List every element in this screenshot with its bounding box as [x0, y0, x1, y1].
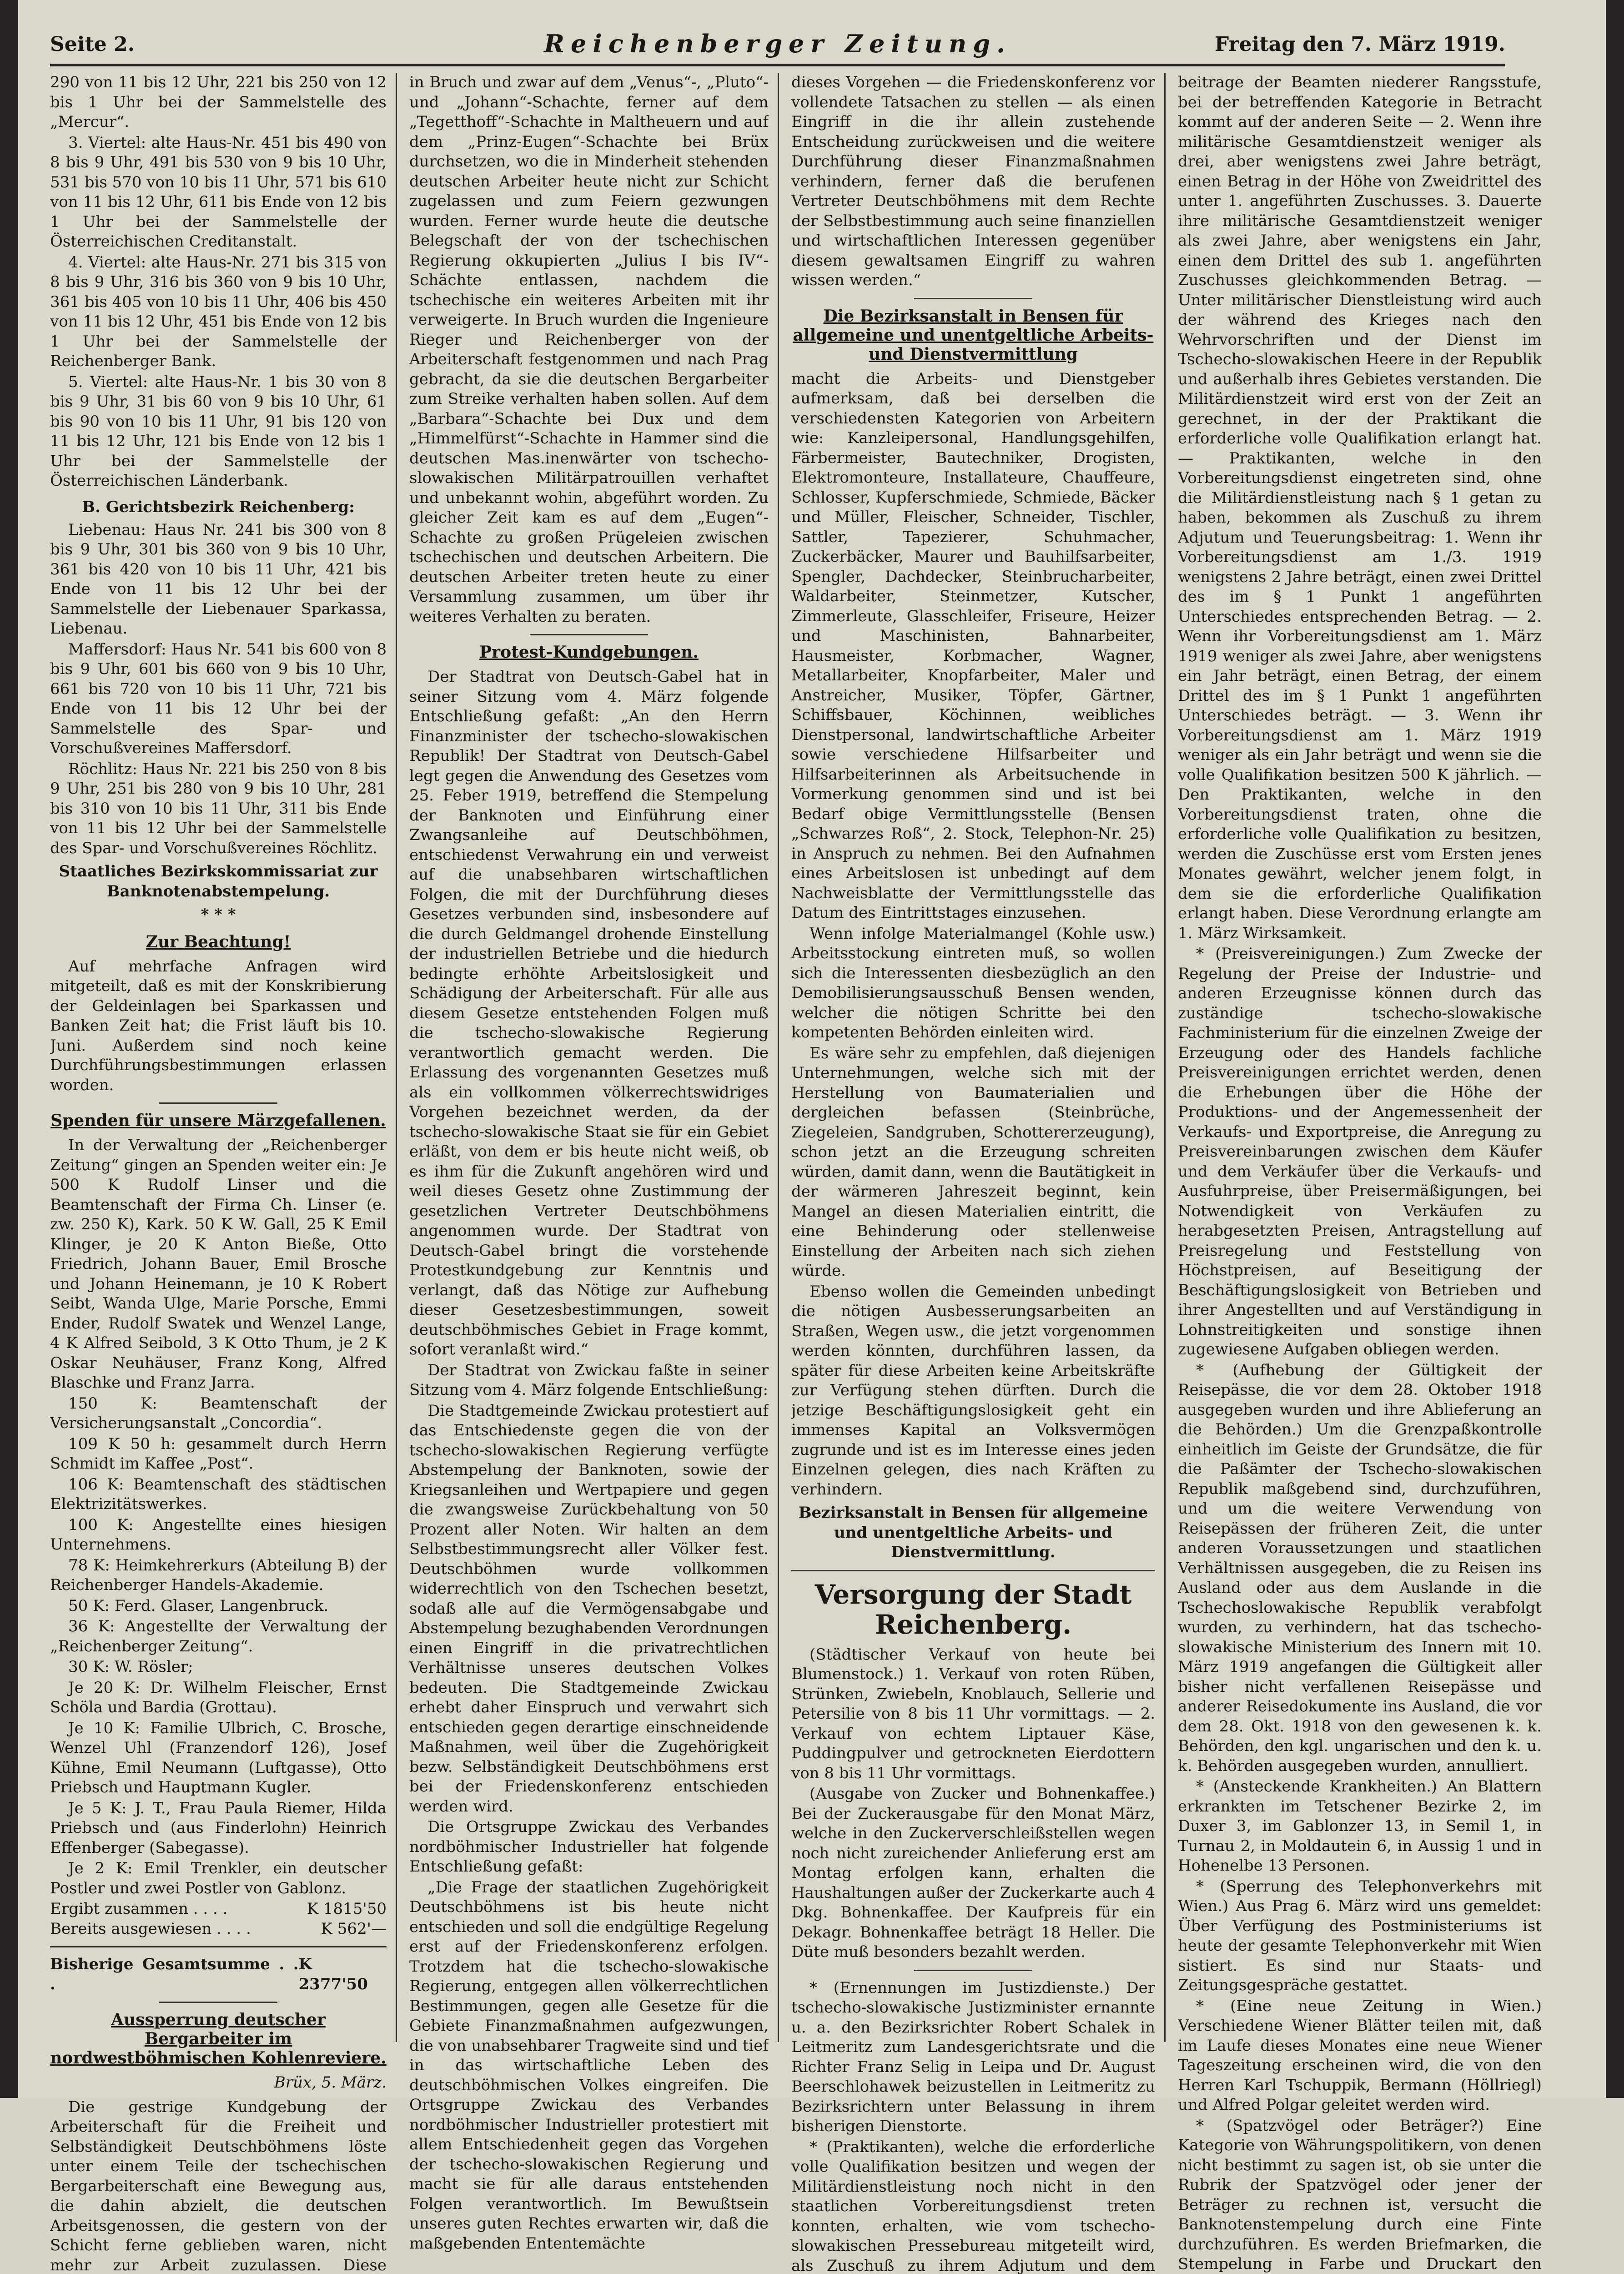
- article-heading: Die Bezirksanstalt in Bensen für allgemeine und unentgeltliche Arbeits- und Dienstvermittlung: [791, 307, 1155, 364]
- article-heading: Zur Beachtung!: [50, 932, 387, 951]
- paragraph: Der Stadtrat von Zwickau faßte in seiner Sitzung vom 4. März folgende Entschließung:: [409, 1361, 769, 1400]
- scan-edge-left: [0, 0, 18, 2098]
- paragraph: „Die Frage der staatlichen Zugehörigkeit Deutschböhmens ist bis heute nicht entschieden und soll die endgültige Regelung erst auf der Friedenskonferenz erfolgen. Trotzdem hat die tschecho-slowakische Regierung, entgegen allen völkerrechtlichen Bestimmungen, gegen alle Gesetze für die Gebiete Finanzmaßnahmen aufgezwungen, die von unabsehbarer Tragweite sind und tief in das wirtschaftliche Leben des deutschböhmischen Volkes eingreifen. Die Ortsgruppe Zwickau des Verbandes nordböhmischer Industrieller protestiert mit allem Entschiedenheit gegen das Vorgehen der tschecho-slowakischen Regierung und macht sie für alle daraus entstehenden Folgen verantwortlich. Im Bewußtsein unseres guten Rechtes erwarten wir, daß die maßgebenden Ententemächte: [409, 1878, 769, 2254]
- paragraph: * (Ansteckende Krankheiten.) An Blattern erkrankten im Tetschener Bezirke 2, im Duxer 3, im Gablonzer 13, in Semil 1, in Turnau 2, in Moldautein 6, in Aussig 1 und in Hohenelbe 13 Personen.: [1178, 1777, 1542, 1876]
- paragraph: * (Ernennungen im Justizdienste.) Der tschecho-slowakische Justizminister ernannte u. a. den Bezirksrichter Robert Schalek in Leitmeritz zum Landesgerichtsrate und die Richter Franz Selig in Leipa und Dr. August Beerschlohawek beizustellen in Leitmeritz zu Bezirksrichtern unter Belassung in ihrem bisherigen Dienstorte.: [791, 1978, 1155, 2137]
- column-rule: [1164, 73, 1166, 2042]
- paragraph: Auf mehrfache Anfragen wird mitgeteilt, daß es mit der Konskribierung der Geldeinlagen bei Sparkassen und Banken Zeit hat; die Frist läuft bis 10. Juni. Außerdem sind noch keine Durchführungsbestimmungen erlassen worden.: [50, 957, 387, 1096]
- paragraph: 5. Viertel: alte Haus-Nr. 1 bis 30 von 8 bis 9 Uhr, 31 bis 60 von 9 bis 10 Uhr, 61 bis 90 von 10 bis 11 Uhr, 91 bis 120 von 11 bis 12 Uhr, 121 bis Ende von 12 bis 1 Uhr bei der Sammelstelle der Österreichischen Länderbank.: [50, 372, 387, 491]
- divider: [914, 298, 1032, 299]
- article-heading: Spenden für unsere Märzgefallenen.: [50, 1111, 387, 1130]
- paragraph: Je 5 K: J. T., Frau Paula Riemer, Hilda Priebsch und (aus Finderlohn) Heinrich Effenberger (Sabegasse).: [50, 1799, 387, 1858]
- paragraph: 3. Viertel: alte Haus-Nr. 451 bis 490 von 8 bis 9 Uhr, 491 bis 530 von 9 bis 10 Uhr, 531 bis 570 von 10 bis 11 Uhr, 571 bis 610 von 11 bis 12 Uhr, 611 bis Ende von 12 bis 1 Uhr bei der Sammelstelle der Österreichischen Creditanstalt.: [50, 133, 387, 252]
- paragraph: Die Ortsgruppe Zwickau des Verbandes nordböhmischer Industrieller hat folgende Entschließung gefaßt:: [409, 1817, 769, 1877]
- paragraph: 150 K: Beamtenschaft der Versicherungsanstalt „Concordia“.: [50, 1394, 387, 1434]
- signature: Bezirksanstalt in Bensen für allgemeine und unentgeltliche Arbeits- und Dienstvermittlung.: [791, 1503, 1155, 1563]
- paragraph: 100 K: Angestellte eines hiesigen Unternehmens.: [50, 1515, 387, 1555]
- article-heading-large: Versorgung der Stadt Reichenberg.: [791, 1580, 1155, 1640]
- scan-edge-right: [1606, 0, 1624, 2098]
- masthead-title: Reichenberger Zeitung.: [505, 29, 1051, 58]
- paragraph: Es wäre sehr zu empfehlen, daß diejenigen Unternehmungen, welche sich mit der Herstellung von Baumaterialien und dergleichen befassen (Steinbrüche, Ziegeleien, Sandgruben, Schottererzeugung), schon jetzt an die Erzeugung schreiten würden, damit dann, wenn die Bautätigkeit in der wärmeren Jahreszeit beginnt, kein Mangel an diesen Materialien eintritt, die eine Behinderung oder stellenweise Einstellung der Arbeiten nach sich ziehen würde.: [791, 1044, 1155, 1281]
- sum-label: Ergibt zusammen . . . .: [50, 1899, 227, 1919]
- paragraph: Der Stadtrat von Deutsch-Gabel hat in seiner Sitzung vom 4. März folgende Entschließung gefaßt: „An den Herrn Finanzminister der tschecho-slowakischen Republik! Der Stadtrat von Deutsch-Gabel legt gegen die Anwendung des Gesetzes vom 25. Feber 1919, betreffend die Stempelung der Banknoten und Einführung einer Zwangsanleihe auf Deutschböhmen, entschiedenst Verwahrung ein und verweist auf die unabsehbaren wirtschaftlichen Folgen, die mit der Durchführung dieses Gesetzes verbunden sind, insbesondere auf die durch Geldmangel drohende Einstellung der industriellen Betriebe und die hiedurch bedingte erhöhte Arbeitslosigkeit und Schädigung der Arbeiterschaft. Für alle aus diesem Gesetze entstehenden Folgen muß die tschecho-slowakische Regierung verantwortlich gemacht werden. Die Erlassung des vorgenannten Gesetzes muß als ein vollkommen völkerrechtswidriges Vorgehen bezeichnet werden, da der tschecho-slowakische Staat sie für ein Gebiet erläßt, von dem er bis heute nicht weiß, ob es ihm für die Zukunft angehören wird und weil dieses Gesetz ohne Zustimmung der gesetzlichen Vertreter Deutschböhmens angenommen wurde. Der Stadtrat von Deutsch-Gabel bringt die vorstehende Protestkundgebung zur Kenntnis und verlangt, daß das Nötige zur Aufhebung dieser Gesetzesbestimmungen, soweit deutschböhmisches Gebiet in Frage kommt, sofort veranlaßt wird.“: [409, 667, 769, 1360]
- divider: [50, 1946, 387, 1947]
- issue-date: Freitag den 7. März 1919.: [1215, 33, 1505, 56]
- paragraph: dieses Vorgehen — die Friedenskonferenz vor vollendete Tatsachen zu stellen — als einen Eingriff in die ihr allein zustehende Entscheidung zurückweisen und die weitere Durchführung dieser Finanzmaßnahmen verhindern, ferner daß die berufenen Vertreter Deutschböhmens mit dem Rechte der Selbstbestimmung auch seine finanziellen und wirtschaftlichen Interessen gegenüber diesem gewaltsamen Eingriff zu wahren wissen werden.“: [791, 73, 1155, 291]
- sum-value: K 562'—: [321, 1919, 387, 1939]
- paragraph: 290 von 11 bis 12 Uhr, 221 bis 250 von 12 bis 1 Uhr bei der Sammelstelle des „Mercur“.: [50, 73, 387, 132]
- paragraph: * (Aufhebung der Gültigkeit der Reisepässe, die vor dem 28. Oktober 1918 ausgegeben wurden und ihre Ablieferung an die Behörden.) Um die Grenzpaßkontrolle einheitlich im Geiste der Grundsätze, die für die Paßämter der Tschecho-slowakischen Republik maßgebend sind, durchzuführen, und um die weitere Verwendung von Reisepässen der früheren Zeit, die unter anderen Voraussetzungen und staatlichen Verhältnissen ausgegeben, die zu Reisen ins Ausland oder aus dem Auslande in die Tschechoslowakische Republik verabfolgt wurden, zu verhindern, hat das tschecho-slowakische Ministerium des Innern mit 10. März 1919 angefangen die Gültigkeit aller bisher nicht verfallenen Reisepässe und anderer Reisedokumente ins Ausland, die vor dem 28. Okt. 1918 von den gewesenen k. k. Behörden, den kgl. ungarischen und den k. u. k. Behörden ausgegeben wurden, annulliert.: [1178, 1361, 1542, 1776]
- paragraph: Ebenso wollen die Gemeinden unbedingt die nötigen Ausbesserungsarbeiten an Straßen, Wegen usw., die jetzt vorgenommen werden könnten, durchführen lassen, da später für diese Arbeiten keine Arbeitskräfte zur Verfügung stehen dürften. Durch die jetzige Beschäftigungslosigkeit geht ein immenses Kapital an Volksvermögen zugrunde und ist es im Interesse eines jeden Einzelnen gelegen, dies nach Kräften zu verhindern.: [791, 1282, 1155, 1500]
- column-1: [50, 73, 387, 2274]
- divider: [159, 1102, 277, 1104]
- paragraph: * (Praktikanten), welche die erforderliche volle Qualifikation besitzen und wegen der Militärdienstleistung noch nicht in den staatlichen Vorbereitungsdienst treten konnten, erhalten, wie vom tschecho-slowakischen Pressebureau mitgeteilt wird, als Zuschuß zu ihrem Adjutum und dem: [791, 2138, 1155, 2274]
- paragraph: in Bruch und zwar auf dem „Venus“-, „Pluto“- und „Johann“-Schachte, ferner auf dem „Tegetthoff“-Schachte in Maltheuern und auf dem „Prinz-Eugen“-Schachte bei Brüx durchsetzen, wo die in Minderheit stehenden deutschen Arbeiter heute nicht zur Schicht zugelassen und zum Feiern gezwungen wurden. Ferner wurde heute die deutsche Belegschaft der von der tschechischen Regierung okkupierten „Julius I bis IV“-Schächte entlassen, nachdem die tschechische ein weiteres Arbeiten mit ihr verweigerte. In Bruch wurden die Ingenieure Rieger und Reichenberger von der Arbeiterschaft festgenommen und nach Prag gebracht, da sie die deutschen Bergarbeiter zum Streike verhalten haben sollen. Auf dem „Barbara“-Schachte bei Dux und dem „Himmelfürst“-Schachte in Hammer sind die deutschen Mas.inenwärter von tschecho-slowakischen Militärpatrouillen verhaftet und unbekannt wohin, abgeführt worden. Zu gleicher Zeit kam es auf dem „Eugen“-Schachte zu großen Prügeleien zwischen tschechischen und deutschen Arbeitern. Die deutschen Arbeiter treten heute zu einer Versammlung zusammen, um über ihr weiteres Verhalten zu beraten.: [409, 73, 769, 627]
- paragraph: (Städtischer Verkauf von heute bei Blumenstock.) 1. Verkauf von roten Rüben, Strünken, Zwiebeln, Knoblauch, Sellerie und Petersilie von 8 bis 11 Uhr vormittags. — 2. Verkauf von echtem Liptauer Käse, Puddingpulver und getrockneten Eierdottern von 8 bis 11 Uhr vormittags.: [791, 1645, 1155, 1784]
- paragraph: macht die Arbeits- und Dienstgeber aufmerksam, daß bei derselben die verschiedensten Kategorien von Arbeitern wie: Kanzleipersonal, Handlungsgehilfen, Färbermeister, Bautechniker, Drogisten, Elektromonteure, Installateure, Chauffeure, Schlosser, Kupferschmiede, Schmiede, Bäcker und Müller, Fleischer, Schneider, Tischler, Sattler, Tapezierer, Schuhmacher, Zuckerbäcker, Maurer und Bauhilfsarbeiter, Spengler, Dachdecker, Steinbrucharbeiter, Waldarbeiter, Steinmetzer, Kutscher, Zimmerleute, Glasschleifer, Friseure, Heizer und Maschinisten, Bahnarbeiter, Hausmeister, Korbmacher, Wagner, Metallarbeiter, Knopfarbeiter, Maler und Anstreicher, Musiker, Töpfer, Gärtner, Schiffsbauer, Köchinnen, weibliches Dienstpersonal, landwirtschaftliche Arbeiter sowie verschiedene Hilfsarbeiter und Hilfsarbeiterinnen als Arbeitsuchende in Vormerkung genommen sind und ist bei Bedarf obige Vermittlungsstelle (Bensen „Schwarzes Roß“, 2. Stock, Telephon-Nr. 25) in Anspruch zu nehmen. Bei den Aufnahmen eines Arbeitslosen ist unbedingt auf dem Nachweisblatte der Vermittlungsstelle das Datum des Eintrittstages einzusehen.: [791, 369, 1155, 923]
- paragraph: beitrage der Beamten niederer Rangsstufe, bei der betreffenden Kategorie in Betracht kommt auf der anderen Seite — 2. Wenn ihre militärische Gesamtdienstzeit weniger als drei, aber wenigstens zwei Jahre beträgt, einen Betrag in der Höhe von Zweidrittel des unter 1. angeführten Zuschusses. 3. Dauerte ihre militärische Gesamtdienstzeit weniger als zwei Jahre, aber wenigstens ein Jahr, einen dem Drittel des sub 1. angeführten Zuschusses gleichkommenden Betrag. — Unter militärischer Dienstleistung wird auch der während des Krieges nach den Wehrvorschriften und der Dienst im Tschecho-slowakischen Heere in der Republik und außerhalb ihres Gebietes verstanden. Die Militärdienstzeit wird erst von der Zeit an gerechnet, in der der Praktikant die erforderliche volle Qualifikation erlangt hat. — Praktikanten, welche in den Vorbereitungsdienst eingetreten sind, ohne die Militärdienstleistung nach § 1 getan zu haben, bekommen als Zuschuß zu ihrem Adjutum und Teuerungsbeitrag: 1. Wenn ihr Vorbereitungsdienst am 1./3. 1919 wenigstens 2 Jahre beträgt, einen zwei Drittel des im § 1 Punkt 1 angeführten Unterschiedes entsprechenden Betrag. — 2. Wenn ihr Vorbereitungsdienst am 1. März 1919 weniger als zwei Jahre, aber wenigstens ein Jahr beträgt, einen Betrag, der einem Drittel des im § 1 Punkt 1 angeführten Unterschiedes beträgt. — 3. Wenn ihr Vorbereitungsdienst am 1. März 1919 weniger als ein Jahr beträgt und wenn sie die volle Qualifikation besitzen 500 K jährlich. — Den Praktikanten, welche in den Vorbereitungsdienst traten, ohne die erforderliche volle Qualifikation zu besitzen, werden die Zuschüsse erst vom Ersten jenes Monates gewährt, welcher jenem folgt, in dem sie die erforderliche Qualifikation erlangt haben. Diese Verordnung erlangte am 1. März Wirksamkeit.: [1178, 73, 1542, 943]
- sum-row-total: [50, 1955, 387, 1994]
- separator-stars: * * *: [50, 905, 387, 925]
- page-header: [50, 27, 1505, 66]
- paragraph: Maffersdorf: Haus Nr. 541 bis 600 von 8 bis 9 Uhr, 601 bis 660 von 9 bis 10 Uhr, 661 bis 720 von 10 bis 11 Uhr, 721 bis Ende von 11 bis 12 Uhr bei der Sammelstelle des Spar- und Vorschußvereines Maffersdorf.: [50, 640, 387, 759]
- column-2: [409, 73, 769, 2254]
- paragraph: Je 10 K: Familie Ulbrich, C. Brosche, Wenzel Uhl (Franzendorf 126), Josef Kühne, Emil Neumann (Luftgasse), Otto Priebsch und Hauptmann Kugler.: [50, 1719, 387, 1798]
- divider: [159, 2002, 277, 2003]
- paragraph: Liebenau: Haus Nr. 241 bis 300 von 8 bis 9 Uhr, 301 bis 360 von 9 bis 10 Uhr, 361 bis 420 von 10 bis 11 Uhr, 421 bis Ende von 11 bis 12 Uhr bei der Sammelstelle der Liebenauer Sparkassa, Liebenau.: [50, 520, 387, 639]
- paragraph: 109 K 50 h: gesammelt durch Herrn Schmidt im Kaffee „Post“.: [50, 1434, 387, 1474]
- signature: Staatliches Bezirkskommissariat zur Banknotenabstempelung.: [50, 862, 387, 901]
- divider: [530, 634, 648, 635]
- paragraph: * (Sperrung des Telephonverkehrs mit Wien.) Aus Prag 6. März wird uns gemeldet: Über Verfügung des Postministeriums ist heute der gesamte Telephonverkehr mit Wien sistiert. Es sind nur Staats- und Zeitungsgespräche gestattet.: [1178, 1877, 1542, 1996]
- paragraph: Röchlitz: Haus Nr. 221 bis 250 von 8 bis 9 Uhr, 251 bis 280 von 9 bis 10 Uhr, 281 bis 310 von 10 bis 11 Uhr, 311 bis Ende von 11 bis 12 Uhr bei der Sammelstelle des Spar- und Vorschußvereines Röchlitz.: [50, 760, 387, 859]
- paragraph: * (Preisvereinigungen.) Zum Zwecke der Regelung der Preise der Industrie- und anderen Erzeugnisse können durch das zuständige tschecho-slowakische Fachministerium für die einzelnen Zweige der Erzeugung oder des Handels fachliche Preisvereinigungen errichtet werden, denen die Erhebungen über die Höhe der Produktions- und der Angemessenheit der Verkaufs- und Exportpreise, die Anregung zu Preisvereinbarungen zwischen dem Käufer und dem Verkäufer über die Verkaufs- und Ausfuhrpreise, über Preisermäßigungen, bei Notwendigkeit von Verkäufen zu herabgesetzten Preisen, Antragstellung auf Preisregelung und Feststellung von Höchstpreisen, auf Beseitigung der Beschäftigungslosigkeit von Betrieben und ihrer Angestellten und auf Verständigung in Lohnstreitigkeiten und sonstige ihnen zugewiesene Aufgaben obliegen werden.: [1178, 944, 1542, 1360]
- paragraph: 78 K: Heimkehrerkurs (Abteilung B) der Reichenberger Handels-Akademie.: [50, 1556, 387, 1595]
- page-number: Seite 2.: [50, 33, 135, 56]
- paragraph: 50 K: Ferd. Glaser, Langenbruck.: [50, 1596, 387, 1616]
- divider: [791, 1570, 1155, 1571]
- sum-row: [50, 1899, 387, 1919]
- column-rule: [778, 73, 779, 2042]
- article-heading: Aussperrung deutscher Bergarbeiter im nordwestböhmischen Kohlenreviere.: [50, 2010, 387, 2068]
- sum-value: K 2377'50: [299, 1955, 387, 1994]
- paragraph: * (Eine neue Zeitung in Wien.) Verschiedene Wiener Blätter teilen mit, daß im Laufe dieses Monates eine neue Wiener Tageszeitung erscheinen wird, die von den Herren Karl Tschuppik, Bermann (Höllriegl) und Alfred Polgar geleitet werden wird.: [1178, 1997, 1542, 2115]
- paragraph: 4. Viertel: alte Haus-Nr. 271 bis 315 von 8 bis 9 Uhr, 316 bis 360 von 9 bis 10 Uhr, 361 bis 405 von 10 bis 11 Uhr, 406 bis 450 von 11 bis 12 Uhr, 451 bis Ende von 12 bis 1 Uhr bei der Sammelstelle der Reichenberger Bank.: [50, 253, 387, 372]
- paragraph: 30 K: W. Rösler;: [50, 1657, 387, 1677]
- paragraph: * (Spatzvögel oder Beträger?) Eine Kategorie von Währungspolitikern, von denen nicht bestimmt zu sagen ist, ob sie unter die Rubrik der Spatzvögel oder jener der Beträger zu rechnen ist, versucht die Banknotenstempelung durch eine Finte durchzuführen. Es werden Briefmarken, die Stempelung in Farbe und Druckart den: [1178, 2116, 1542, 2274]
- sum-value: K 1815'50: [307, 1899, 387, 1919]
- section-heading: B. Gerichtsbezirk Reichenberg:: [50, 498, 387, 517]
- sum-row: [50, 1919, 387, 1939]
- column-4: [1178, 73, 1542, 2274]
- paragraph: Die gestrige Kundgebung der Arbeiterschaft für die Freiheit und Selbständigkeit Deutschböhmens löste unter einem Teile der tschechischen Bergarbeiterschaft eine Bewegung aus, die dahin abzielt, die deutschen Arbeitsgenossen, die gestern von der Schicht ferne geblieben waren, nicht mehr zur Arbeit zuzulassen. Diese: [50, 2098, 387, 2274]
- paragraph: 106 K: Beamtenschaft des städtischen Elektrizitätswerkes.: [50, 1475, 387, 1514]
- paragraph: Die Stadtgemeinde Zwickau protestiert auf das Entschiedenste gegen die von der tschecho-slowakischen Regierung verfügte Abstempelung der Banknoten, sowie der Kriegsanleihen und Wertpapiere und gegen die zwangsweise Zurückbehaltung von 50 Prozent aller Noten. Wir halten an dem Selbstbestimmungsrecht aller Völker fest. Deutschböhmen wurde vollkommen widerrechtlich von den Tschechen besetzt, sodaß alle auf die Vermögensabgabe und Abstempelung bezughabenden Verordnungen einen Eingriff in die privatrechtlichen Verhältnisse unseres deutschen Volkes bedeuten. Die Stadtgemeinde Zwickau erhebt daher Einspruch und verwahrt sich entschieden gegen derartige einschneidende Maßnahmen, weil über die Zugehörigkeit bezw. Selbständigkeit Deutschböhmens erst bei der Friedenskonferenz entschieden werden wird.: [409, 1401, 769, 1817]
- dateline: Brüx, 5. März.: [50, 2073, 387, 2093]
- paragraph: (Ausgabe von Zucker und Bohnenkaffee.) Bei der Zuckerausgabe für den Monat März, welche in den Zuckerverschleißstellen wegen noch nicht zureichender Anlieferung erst am Montag erfolgen kann, erhalten die Haushaltungen außer der Zuckerkarte auch 4 Dkg. Bohnenkaffee. Der Kaufpreis für ein Dekagr. Bohnenkaffee beträgt 18 Heller. Die Düte muß besonders bezahlt werden.: [791, 1784, 1155, 1962]
- sum-label: Bereits ausgewiesen . . . .: [50, 1919, 251, 1939]
- paragraph: Je 2 K: Emil Trenkler, ein deutscher Postler und zwei Postler von Gablonz.: [50, 1859, 387, 1898]
- paragraph: Je 20 K: Dr. Wilhelm Fleischer, Ernst Schöla und Bardia (Grottau).: [50, 1678, 387, 1718]
- column-rule: [396, 73, 397, 2042]
- sum-label: Bisherige Gesamtsumme . . .: [50, 1955, 299, 1994]
- paragraph: 36 K: Angestellte der Verwaltung der „Reichenberger Zeitung“.: [50, 1617, 387, 1656]
- divider: [914, 1970, 1032, 1971]
- column-3: [791, 73, 1155, 2274]
- article-heading: Protest-Kundgebungen.: [409, 643, 769, 662]
- paragraph: In der Verwaltung der „Reichenberger Zeitung“ gingen an Spenden weiter ein: Je 500 K Rudolf Linser und die Beamtenschaft der Firma Ch. Linser (e. zw. 250 K), Kark. 50 K W. Gall, 25 K Emil Klinger, je 20 K Anton Bieße, Otto Friedrich, Johann Bauer, Emil Brosche und Johann Heinemann, je 10 K Robert Seibt, Wanda Ulge, Marie Porsche, Emmi Ender, Rudolf Swatek und Wenzel Lange, 4 K Alfred Seibold, 3 K Otto Thum, je 2 K Oskar Neuhäuser, Franz Kong, Alfred Blaschke und Franz Jarra.: [50, 1136, 387, 1393]
- paragraph: Wenn infolge Materialmangel (Kohle usw.) Arbeitsstockung eintreten muß, so wollen sich die Interessenten diesbezüglich an den Demobilisierungsausschuß Bensen wenden, welcher die nötigen Schritte bei den kompetenten Behörden einleiten wird.: [791, 924, 1155, 1043]
